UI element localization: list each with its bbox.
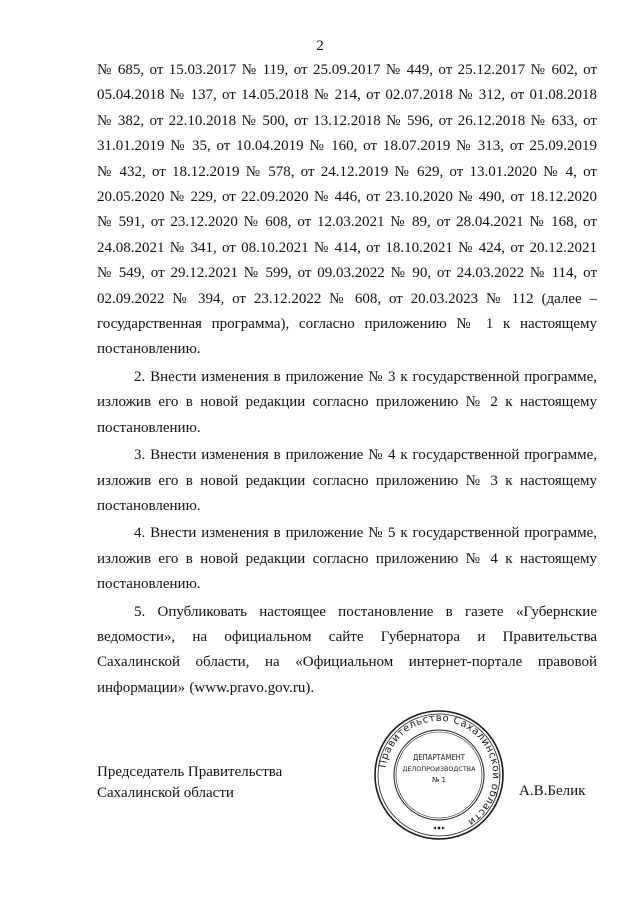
text-line: государственная программа), согласно приложению № 1 к настоящему: [97, 316, 597, 333]
seal-inner-line-2: ДЕЛОПРОИЗВОДСТВА: [402, 765, 476, 773]
paragraph-1: [97, 58, 597, 363]
paragraph-2: 2. Внести изменения в приложение № 3 к государственной программе, изложив его в новой редакции согласно приложению № 2 к настоящему постановлению.: [97, 368, 597, 436]
seal-ornament-icon: [433, 827, 445, 830]
text-line: № 432, от 18.12.2019 № 578, от 24.12.2019 № 629, от 13.01.2020 № 4, от: [97, 163, 597, 180]
text-line: 05.04.2018 № 137, от 14.05.2018 № 214, от 02.07.2018 № 312, от 01.08.2018: [97, 87, 597, 104]
signatory-position-line-1: Председатель Правительства: [97, 764, 283, 780]
signatory-position-line-2: Сахалинской области: [97, 785, 234, 801]
document-body: [97, 58, 597, 701]
seal-outer-text: Правительство Сахалинской области: [377, 712, 502, 828]
text-line: 02.09.2022 № 394, от 23.12.2022 № 608, от 20.03.2023 № 112 (далее –: [97, 290, 597, 307]
seal-inner-line-1: ДЕПАРТАМЕНТ: [413, 753, 465, 762]
text-line: 20.05.2020 № 229, от 22.09.2020 № 446, от 23.10.2020 № 490, от 18.12.2020: [97, 189, 597, 206]
text-line: постановлению.: [97, 341, 201, 358]
text-line: 31.01.2019 № 35, от 10.04.2019 № 160, от 18.07.2019 № 313, от 25.09.2019: [97, 138, 597, 155]
seal-inner-line-3: № 1: [432, 776, 446, 784]
text-line: № 549, от 29.12.2021 № 599, от 09.03.2022 № 90, от 24.03.2022 № 114, от: [97, 265, 597, 282]
text-line: № 685, от 15.03.2017 № 119, от 25.09.2017 № 449, от 25.12.2017 № 602, от: [97, 62, 597, 78]
paragraph-5: 5. Опубликовать настоящее постановление в газете «Губернские ведомости», на официальном сайте Губернатора и Правительства Сахалинской области, на «Официальном интернет-портале правовой информации» (www.pravo.gov.ru).: [97, 603, 597, 696]
text-line: № 382, от 22.10.2018 № 500, от 13.12.2018 № 596, от 26.12.2018 № 633, от: [97, 112, 597, 129]
signatory-name: А.В.Белик: [519, 783, 586, 799]
paragraph-4: 4. Внести изменения в приложение № 5 к государственной программе, изложив его в новой редакции согласно приложению № 4 к настоящему постановлению.: [97, 525, 597, 593]
text-line: 24.08.2021 № 341, от 08.10.2021 № 414, от 18.10.2021 № 424, от 20.12.2021: [97, 239, 597, 256]
paragraph-3: 3. Внести изменения в приложение № 4 к государственной программе, изложив его в новой редакции согласно приложению № 3 к настоящему постановлению.: [97, 447, 597, 514]
page-number: 2: [316, 38, 324, 54]
signatory-position: [97, 762, 282, 804]
official-seal: [372, 708, 506, 842]
text-line: № 591, от 23.12.2020 № 608, от 12.03.2021 № 89, от 28.04.2021 № 168, от: [97, 214, 597, 231]
